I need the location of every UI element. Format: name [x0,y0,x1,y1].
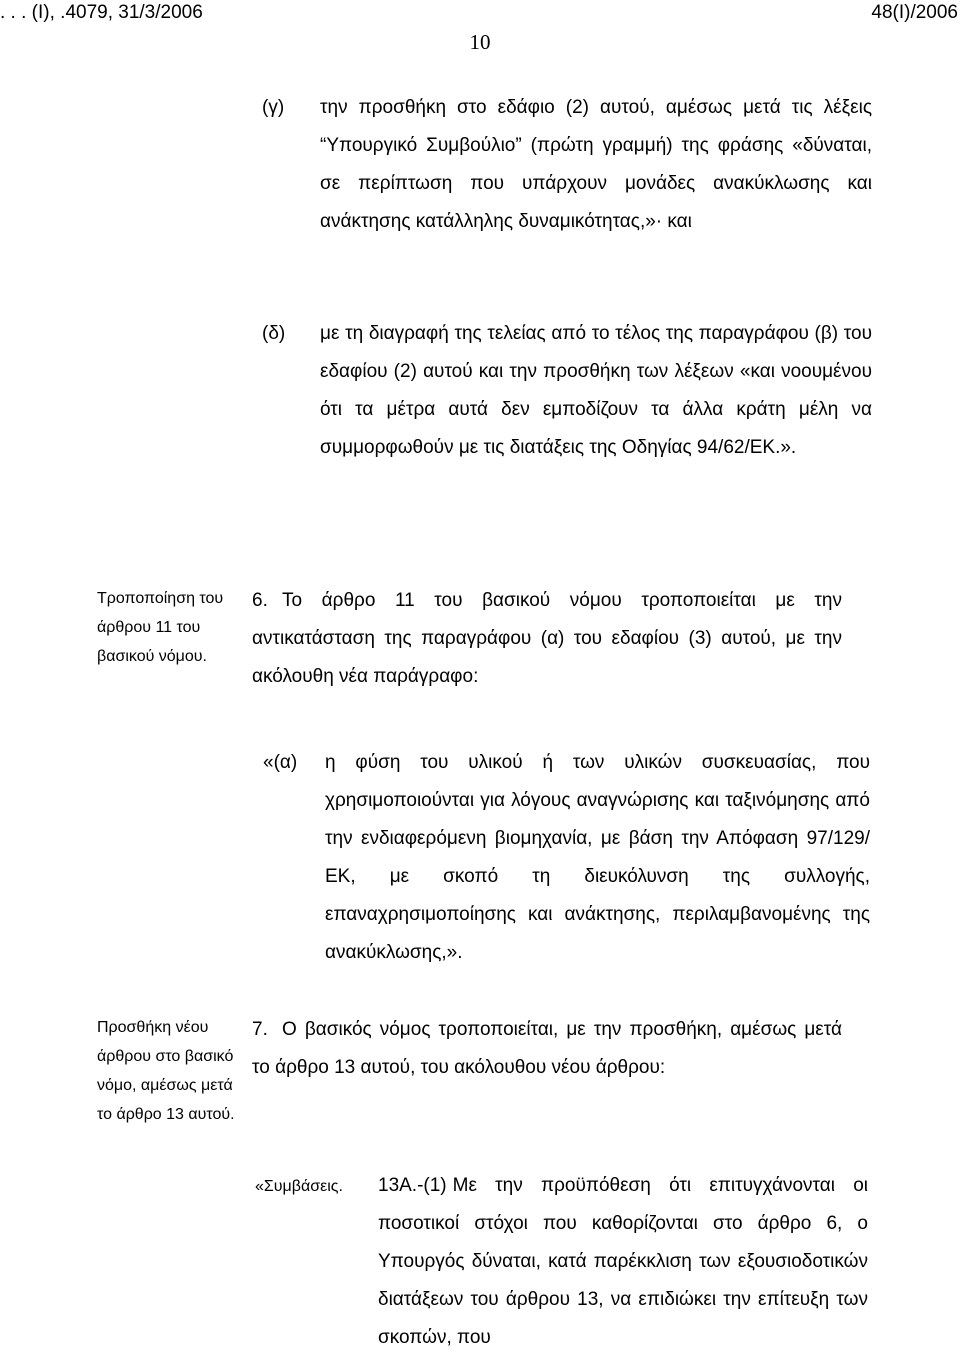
quote-text: η φύση του υλικού ή των υλικών συσκευασίας, που χρησιμοποιούνται για λόγους αναγνώρισης και ταξινόμησης από την ενδιαφερόμενη βιομηχανία, με βάση την Απόφαση 97/129/ΕΚ, με σκοπό τη διευκόλυνση της συλλογής, επαναχρησιμοποίησης και ανάκτησης, περιλαμβανομένης της ανακύκλωσης,». [325,752,870,963]
new-article-text [378,1167,868,1357]
article-number: 13Α.-(1) [378,1175,447,1196]
list-item-gamma [262,89,872,241]
law-number: 48(Ι)/2006 [871,2,958,23]
item-marker: (δ) [262,323,286,344]
margin-note-section-6: Τροποποίηση του άρθρου 11 του βασικού νόμου. [97,590,224,665]
section-6 [252,582,842,696]
list-item-delta [262,315,872,467]
section-text: Το άρθρο 11 του βασικού νόμου τροποποιείται με την αντικατάσταση της παραγράφου (α) του εδαφίου (3) αυτού, με την ακόλουθη νέα παράγραφο: [252,590,842,687]
quoted-paragraph [263,744,870,972]
article-body: Με την προϋπόθεση ότι επιτυγχάνονται οι ποσοτικοί στόχοι που καθορίζονται στο άρθρο 6, ο Υπουργός δύναται, κατά παρέκκλιση των εξουσιοδοτικών διατάξεων του άρθρου 13, να επιδιώκει την επίτευξη των σκοπών, που [378,1175,868,1348]
item-text: την προσθήκη στο εδάφιο (2) αυτού, αμέσως μετά τις λέξεις “Υπουργικό Συμβούλιο” (πρώτη γραμμή) της φράσης «δύναται, σε περίπτωση που υπάρχουν μονάδες ανακύκλωσης και ανάκτησης κατάλληλης δυναμικότητας,»· και [320,97,872,232]
article-margin-label: «Συμβάσεις. [255,1178,343,1195]
section-text: Ο βασικός νόμος τροποποιείται, με την προσθήκη, αμέσως μετά το άρθρο 13 αυτού, του ακόλουθου νέου άρθρου: [252,1019,842,1078]
quote-marker: «(α) [263,752,298,773]
header-reference: . . . (Ι), .4079, 31/3/2006 [0,2,203,23]
section-number: 6. [252,590,268,611]
item-text: με τη διαγραφή της τελείας από το τέλος της παραγράφου (β) του εδαφίου (2) αυτού και την προσθήκη των λέξεων «και νοουμένου ότι τα μέτρα αυτά δεν εμποδίζουν τα άλλα κράτη μέλη να συμμορφωθούν με τις διατάξεις της Οδηγίας 94/62/ΕΚ.». [320,323,872,458]
section-number: 7. [252,1019,268,1040]
page-number: 10 [469,30,491,54]
margin-note-section-7: Προσθήκη νέου άρθρου στο βασικό νόμο, αμέσως μετά το άρθρο 13 αυτού. [97,1019,235,1123]
item-marker: (γ) [262,97,285,118]
section-7 [252,1011,842,1087]
